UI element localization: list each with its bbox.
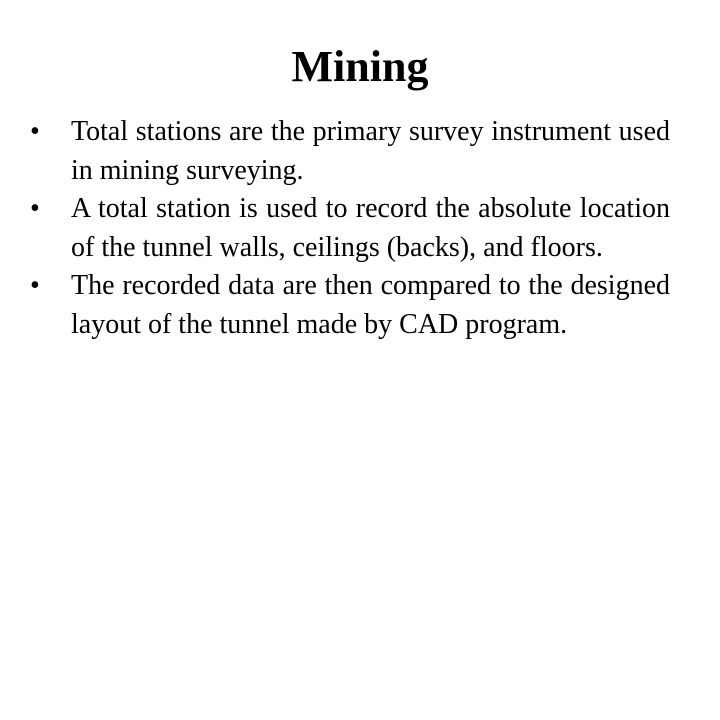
- bullet-icon: •: [30, 116, 40, 147]
- bullet-text: Total stations are the primary survey instrument used in mining surveying.: [71, 116, 670, 186]
- bullet-icon: •: [30, 270, 40, 301]
- bullet-icon: •: [30, 193, 40, 224]
- bullet-text: A total station is used to record the absolute location of the tunnel walls, ceilings (backs), and floors.: [71, 193, 670, 263]
- bullet-text: The recorded data are then compared to the designed layout of the tunnel made by CAD program.: [71, 270, 670, 340]
- slide-title: Mining: [291, 42, 429, 91]
- bullet-item: [30, 113, 670, 190]
- bullet-item: [30, 267, 670, 344]
- bullet-list: [30, 113, 670, 344]
- bullet-item: [30, 190, 670, 267]
